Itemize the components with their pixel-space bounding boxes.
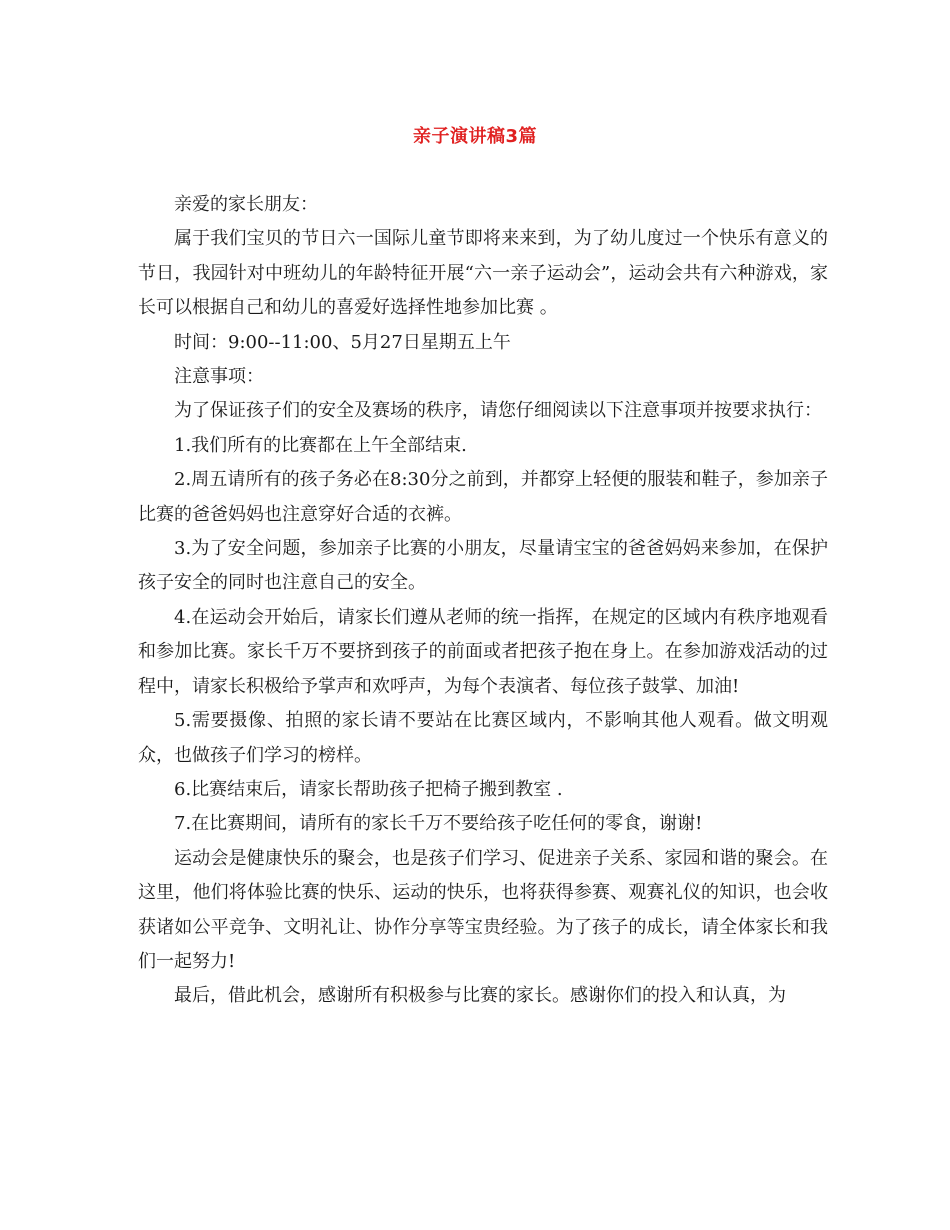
greeting-paragraph: 亲爱的家长朋友：: [174, 194, 318, 215]
note-item-3: 3.为了安全问题，参加亲子比赛的小朋友，尽量请宝宝的爸爸妈妈来参加，在保护孩子安全的同时也注意自己的安全。: [138, 538, 828, 594]
time-paragraph: 时间：9:00--11:00、5月27日星期五上午: [174, 331, 511, 353]
document-title: 亲子演讲稿3篇: [412, 126, 538, 147]
summary-paragraph: 运动会是健康快乐的聚会，也是孩子们学习、促进亲子关系、家园和谐的聚会。在这里，他们将体验比赛的快乐、运动的快乐，也将获得参赛、观赛礼仪的知识，也会收获诸如公平竞争、文明礼让、协作分享等宝贵经验。为了孩子的成长，请全体家长和我们一起努力!: [138, 847, 828, 972]
closing-paragraph: 最后，借此机会，感谢所有积极参与比赛的家长。感谢你们的投入和认真，为: [174, 985, 786, 1007]
document-body: [138, 188, 828, 1014]
note-item-2: 2.周五请所有的孩子务必在8:30分之前到，并都穿上轻便的服装和鞋子，参加亲子比赛的爸爸妈妈也注意穿好合适的衣裤。: [138, 469, 828, 525]
intro-paragraph: 属于我们宝贝的节日六一国际儿童节即将来来到，为了幼儿度过一个快乐有意义的节日，我园针对中班幼儿的年龄特征开展“六一亲子运动会”，运动会共有六种游戏，家长可以根据自己和幼儿的喜爱好选择性地参加比赛 。: [138, 228, 828, 319]
notes-heading: 注意事项：: [174, 366, 264, 388]
note-item-7: 7.在比赛期间，请所有的家长千万不要给孩子吃任何的零食，谢谢!: [174, 813, 703, 835]
note-item-4: 4.在运动会开始后，请家长们遵从老师的统一指挥，在规定的区域内有秩序地观看和参加比赛。家长千万不要挤到孩子的前面或者把孩子抱在身上。在参加游戏活动的过程中，请家长积极给予掌声和欢呼声，为每个表演者、每位孩子鼓掌、加油!: [138, 606, 828, 697]
note-item-5: 5.需要摄像、拍照的家长请不要站在比赛区域内，不影响其他人观看。做文明观众，也做孩子们学习的榜样。: [138, 710, 828, 766]
notes-intro-paragraph: 为了保证孩子们的安全及赛场的秩序，请您仔细阅读以下注意事项并按要求执行：: [174, 400, 822, 422]
note-item-6: 6.比赛结束后，请家长帮助孩子把椅子搬到教室 .: [174, 778, 563, 800]
note-item-1: 1.我们所有的比赛都在上午全部结束.: [174, 434, 467, 456]
